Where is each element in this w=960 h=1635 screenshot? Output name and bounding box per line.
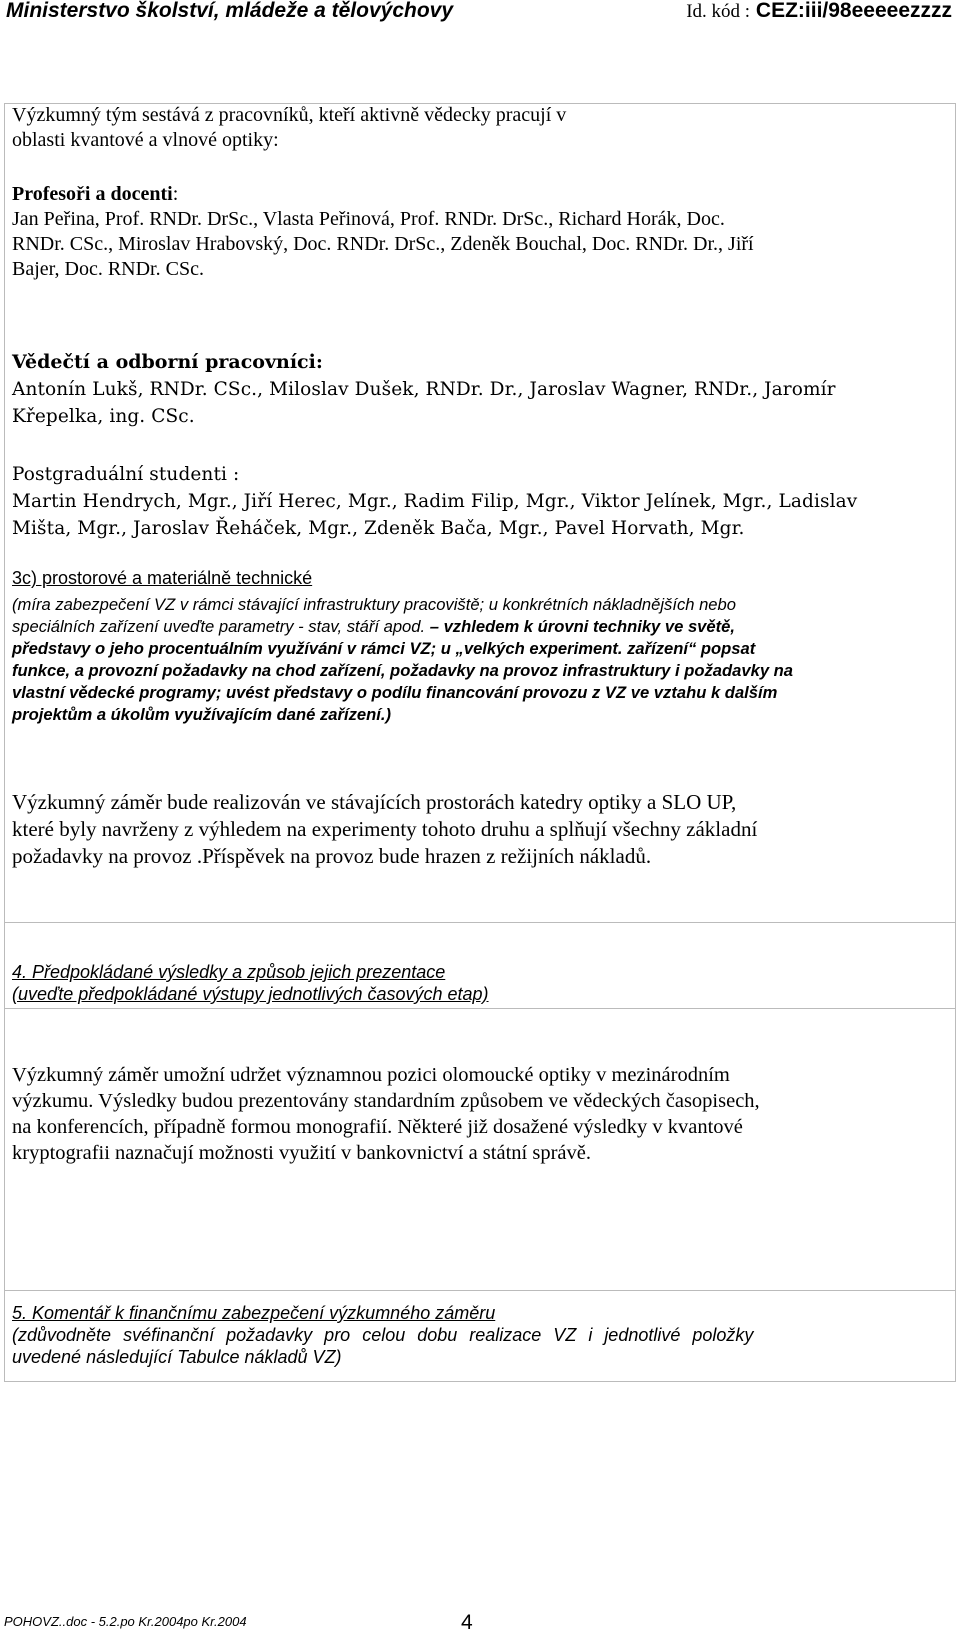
text-line: Antonín Lukš, RNDr. CSc., Miloslav Dušek, RNDr. Dr., Jaroslav Wagner, RNDr., Jaromír xyxy=(12,379,836,400)
divider-line xyxy=(4,1008,956,1009)
text-line: Mišta, Mgr., Jaroslav Řeháček, Mgr., Zdeněk Bača, Mgr., Pavel Horvath, Mgr. xyxy=(12,518,745,539)
id-label: Id. kód : xyxy=(686,1,751,22)
students-section xyxy=(12,461,944,542)
footer-filename: POHOVZ..doc - 5.2.po Kr.2004po Kr.2004 xyxy=(4,1614,247,1629)
note-line xyxy=(12,616,944,638)
professors-section xyxy=(12,182,944,282)
heading-text: 5. Komentář k finančnímu zabezpečení výzkumného záměru xyxy=(12,1303,496,1323)
section-3c-heading: 3c) prostorové a materiálně technické xyxy=(12,568,313,588)
note-line: (míra zabezpečení VZ v rámci stávající infrastruktury pracoviště; u konkrétních nákladnějších nebo xyxy=(12,595,736,614)
scientists-heading: Vědečtí a odborní pracovníci: xyxy=(12,351,323,373)
team-intro xyxy=(12,103,944,153)
scientists-section xyxy=(12,349,944,430)
text-line: RNDr. CSc., Miroslav Hrabovský, Doc. RNDr. DrSc., Zdeněk Bouchal, Doc. RNDr. Dr., Jiří xyxy=(12,233,754,255)
content-frame xyxy=(4,103,956,1382)
text-line: které byly navrženy z výhledem na experimenty tohoto druhu a splňují všechny základní xyxy=(12,817,758,841)
text-line: výzkumu. Výsledky budou prezentovány standardním způsobem ve vědeckých časopisech, xyxy=(12,1090,760,1112)
note-line: vlastní vědecké programy; uvést představy o podílu financování provozu z VZ ve vztahu k dalším xyxy=(12,683,778,702)
ministry-title: Ministerstvo školství, mládeže a tělovýchovy xyxy=(6,0,454,22)
id-code xyxy=(686,0,952,23)
note-line: projektům a úkolům využívajícím dané zařízení.) xyxy=(12,705,391,724)
id-code-value: CEZ:iii/98eeeeezzzz xyxy=(755,0,952,22)
text-line: oblasti kvantové a vlnové optiky: xyxy=(12,129,279,151)
section-5-heading xyxy=(12,1302,944,1368)
professors-heading xyxy=(12,182,944,207)
text-line: požadavky na provoz .Příspěvek na provoz bude hrazen z režijních nákladů. xyxy=(12,844,652,868)
heading-line xyxy=(12,983,944,1005)
text-line: Bajer, Doc. RNDr. CSc. xyxy=(12,258,204,280)
text-line: na konferencích, případně formou monografií. Některé již dosažené výsledky v kvantové xyxy=(12,1116,743,1138)
page-number: 4 xyxy=(461,1611,473,1634)
text-line: Výzkumný záměr bude realizován ve stávajících prostorách katedry optiky a SLO UP, xyxy=(12,790,737,814)
note-line: představy o jeho procentuálním využívání v rámci VZ; u „velkých experiment. zařízení“ popsat xyxy=(12,639,756,658)
heading-line xyxy=(12,1302,944,1324)
section-3c-body xyxy=(12,789,944,870)
text-line: Jan Peřina, Prof. RNDr. DrSc., Vlasta Peřinová, Prof. RNDr. DrSc., Richard Horák, Doc. xyxy=(12,208,725,230)
divider-line xyxy=(4,1290,956,1291)
heading-line xyxy=(12,961,944,983)
professors-heading-text: Profesoři a docenti xyxy=(12,183,173,205)
heading-text: 4. Předpokládané výsledky a způsob jejich prezentace xyxy=(12,962,446,982)
heading-line: uvedené následující Tabulce nákladů VZ) xyxy=(12,1347,342,1367)
section-3c xyxy=(12,566,944,726)
note-line: funkce, a provozní požadavky na chod zařízení, požadavky na provoz infrastruktury i požadavky na xyxy=(12,661,794,680)
page-header xyxy=(0,0,960,26)
text-line: Křepelka, ing. CSc. xyxy=(12,406,195,427)
text-line: kryptografii naznačují možnosti využití v bankovnictví a státní správě. xyxy=(12,1142,591,1164)
heading-line: (zdůvodněte svéfinanční požadavky pro celou dobu realizace VZ i jednotlivé položky xyxy=(12,1325,754,1345)
section-4-body xyxy=(12,1062,944,1166)
students-heading: Postgraduální studenti : xyxy=(12,464,240,485)
section-3c-note xyxy=(12,594,944,726)
section-4-heading xyxy=(12,961,944,1005)
text-line: Výzkumný tým sestává z pracovníků, kteří aktivně vědecky pracují v xyxy=(12,104,567,126)
note-text: speciálních zařízení uveďte parametry - stav, stáří apod. xyxy=(12,617,426,636)
text-line: Výzkumný záměr umožní udržet významnou pozici olomoucké optiky v mezinárodním xyxy=(12,1064,730,1086)
heading-text: (uveďte předpokládané výstupy jednotlivých časových etap) xyxy=(12,984,489,1004)
heading-colon: : xyxy=(172,183,179,205)
note-bold: – vzhledem k úrovni techniky ve světě, xyxy=(429,617,736,636)
text-line: Martin Hendrych, Mgr., Jiří Herec, Mgr., Radim Filip, Mgr., Viktor Jelínek, Mgr., Ladislav xyxy=(12,491,858,512)
divider-line xyxy=(4,922,956,923)
